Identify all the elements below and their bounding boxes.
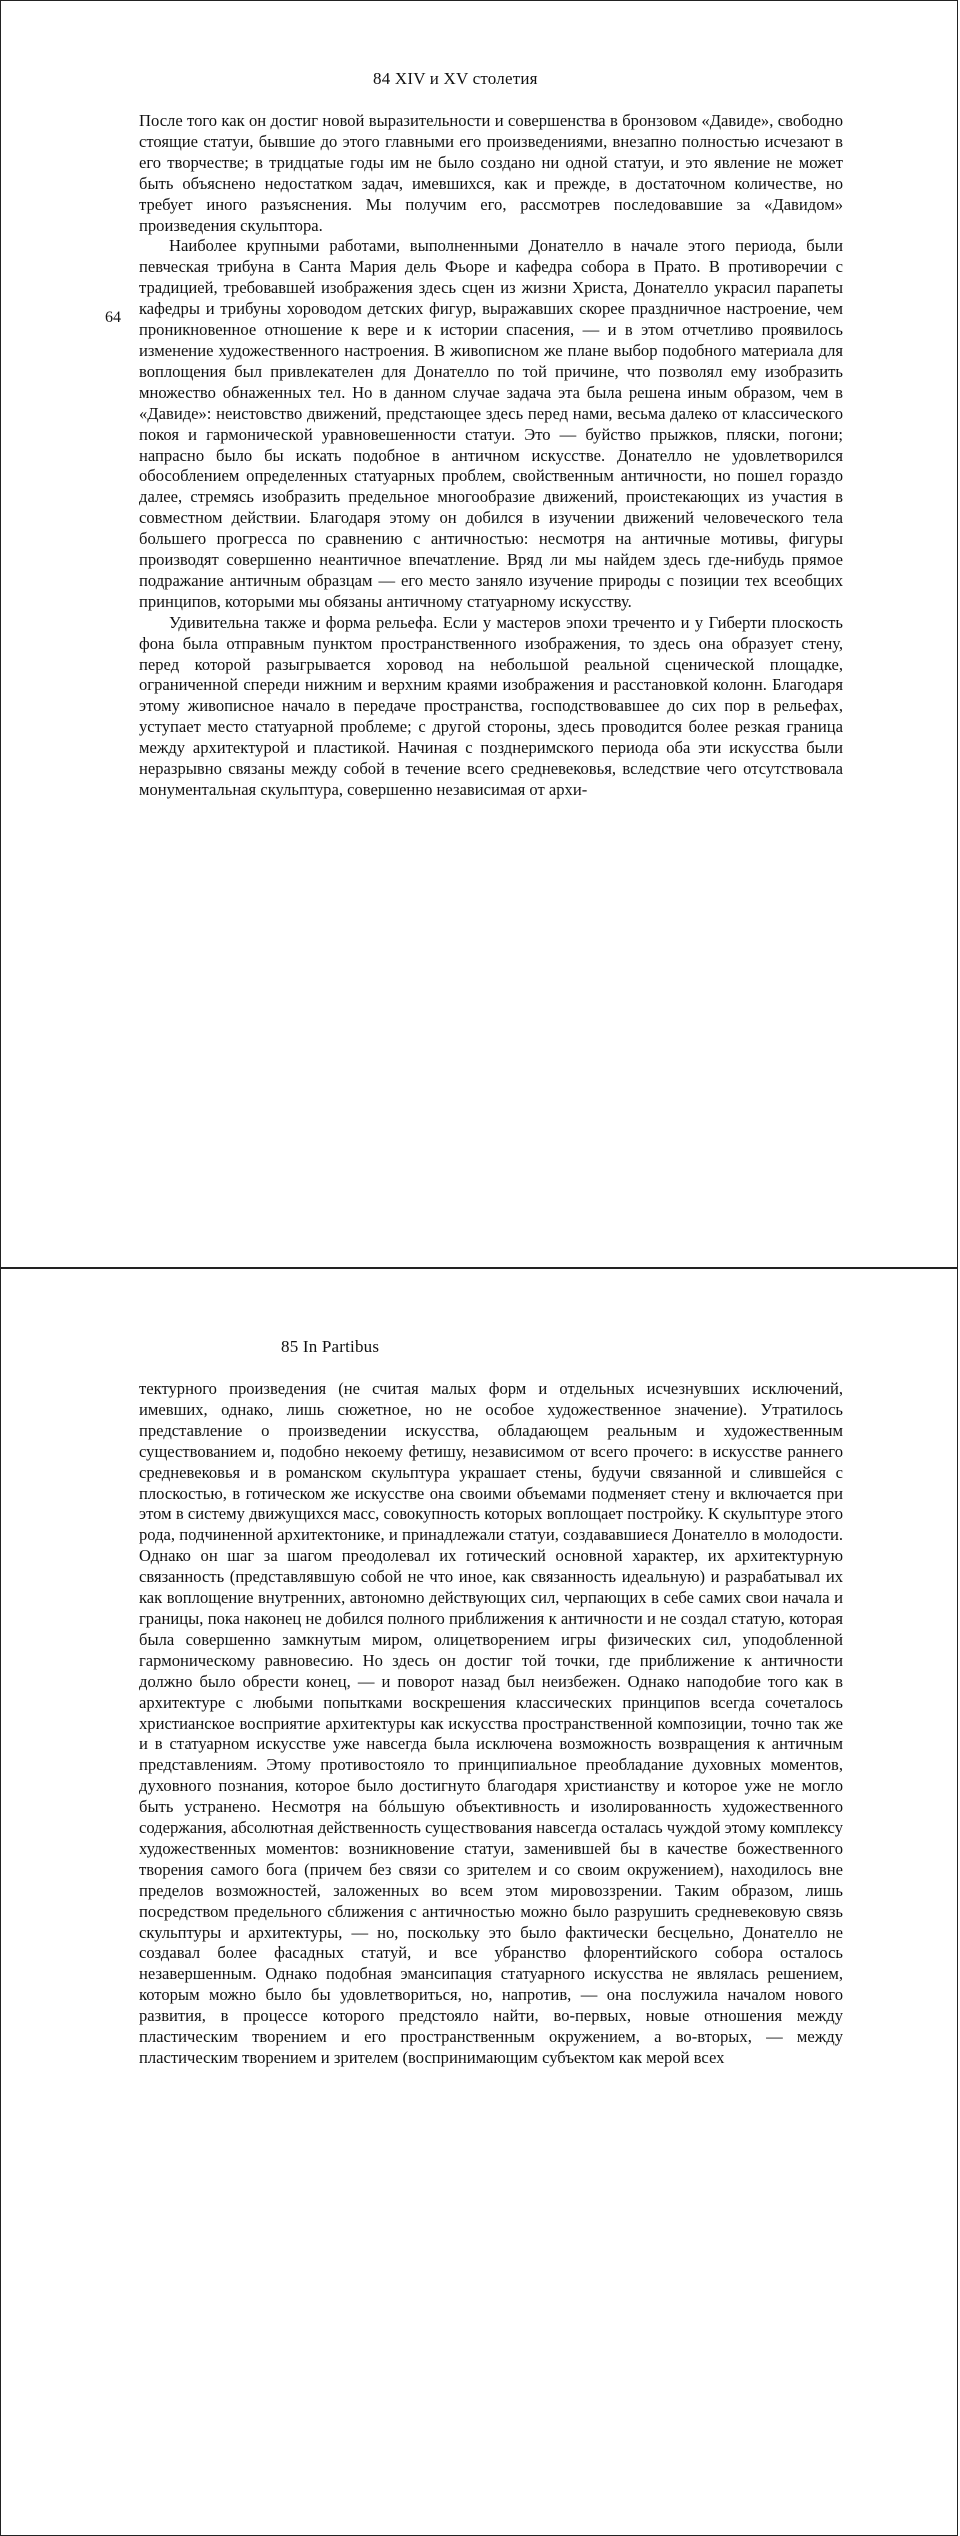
paragraph: Наиболее крупными работами, выполненными Донателло в начале этого периода, были певческая трибуна в Санта Мария дель Фьоре и кафедра собора в Прато. В противоречии с традицией, требовавшей изображения здесь сцен из жизни Христа, Донателло украсил парапеты кафедры и трибуны хороводом детских фигур, выражавших скорее праздничное настроение, чем проникновенное отношение к вере и к истории спасения, — и в этом отчетливо проявилось изменение художественного настроения. В живописном же плане выбор подобного материала для воплощения был привлекателен для Донателло по той причине, что позволял ему изобразить множество обнаженных тел. Но в данном случае задача эта была решена иным образом, чем в «Давиде»: неистовство движений, предстающее здесь перед нами, весьма далеко от классического покоя и гармонической уравновешенности статуи. Это — буйство прыжков, пляски, погони; напрасно было бы искать подобное в античном искусстве. Донателло не удовлетворился обособлением определенных статуарных проблем, свойственным античности, но пошел гораздо далее, стремясь изобразить предельное многообразие движений, проистекающих из участия в совместном действии. Благодаря этому он добился в изучении движений человеческого тела большего прогресса по сравнению с античностью: несмотря на античные мотивы, фигуры производят совершенно неантичное впечатление. Вряд ли мы найдем здесь где-нибудь прямое подражание античным образцам — его место заняло изучение природы с позиции тех всеобщих принципов, которыми мы обязаны античному статуарному искусству. [139,236,843,611]
running-head: 85 In Partibus [281,1337,380,1356]
paragraph: Удивительна также и форма рельефа. Если у мастеров эпохи треченто и у Гиберти плоскость фона была отправным пунктом пространственного изображения, то здесь она образует стену, перед которой разыгрывается хоровод на небольшой реальной сценической площадке, ограниченной спереди нижним и верхним краями изображения и расстановкой колонн. Благодаря этому живописное начало в передаче пространства, господствовавшее до сих пор в рельефах, уступает место статуарной проблеме; с другой стороны, здесь проводится более резкая граница между архитектурой и пластикой. Начиная с позднеримского периода оба эти искусства были неразрывно связаны между собой в течение всего средневековья, вследствие чего отсутствовала монументальная скульптура, совершенно независимая от архи- [139,612,843,799]
page-84 [0,0,958,1268]
margin-page-number: 64 [105,309,121,326]
paragraph: тектурного произведения (не считая малых форм и отдельных исчезнувших исключений, имевших, однако, лишь сюжетное, но не особое художественное значение). Утратилось представление о произведении искусства, обладающем реальным и художественным существованием и, подобно некоему фетишу, независимом от всего прочего: в искусстве раннего средневековья и в романском скульптура украшает стены, будучи связанной и слившейся с плоскостью, в готическом же искусстве она своими объемами подменяет стену и включается при этом в систему движущихся масс, совокупность которых воплощает постройку. К скульптуре этого рода, подчиненной архитектонике, и принадлежали статуи, создававшиеся Донателло в молодости. Однако он шаг за шагом преодолевал их готический основной характер, их архитектурную связанность (представлявшую собой не что иное, как связанность идеальную) и разрабатывал их как воплощение внутренних, автономно действующих сил, черпающих в себе самих свои начала и границы, пока наконец не добился полного приближения к античности и не создал статую, которая была совершенно замкнутым миром, олицетворением игры физических сил, уподобленной гармоническому равновесию. Но здесь он достиг той точки, где приближение к античности должно было обрести конец, — и поворот назад был неизбежен. Однако наподобие того как в архитектуре с любыми попытками воскрешения классических принципов всегда сочеталось христианское восприятие архитектуры как искусства пространственной композиции, точно так же и в статуарном искусстве уже навсегда была исключена возможность возвращения к античным представлениям. Этому противостояло то принципиальное преобладание духовных моментов, духовного познания, которое было достигнуто благодаря христианству и которое уже не могло быть устранено. Несмотря на бóльшую объективность и изолированность художественного содержания, абсолютная действенность существования навсегда осталась чуждой этому комплексу художественных моментов: возникновение статуи, заменившей бы в качестве божественного творения самого бога (причем без связи со зрителем и со своим окружением), находилось вне пределов возможностей, заложенных во всем этом мировоззрении. Таким образом, лишь посредством предельного сближения с античностью можно было разрушить средневековую связь скульптуры и архитектуры, — но, поскольку это было фактически бесцельно, Донателло не создавал более фасадных статуй, и все убранство флорентийского собора осталось незавершенным. Однако подобная эмансипация статуарного искусства не являлась решением, которым можно было бы удовлетвориться, но, напротив, — она послужила началом нового развития, в процессе которого предстояло найти, во-первых, новые отношения между пластическим творением и его пространственным окружением, а во-вторых, — между пластическим творением и зрителем (воспринимающим субъектом как мерой всех [139,1379,843,2067]
body-text [139,1379,843,2069]
body-text [139,111,843,801]
running-head: 84 XIV и XV столетия [373,69,538,88]
paragraph: После того как он достиг новой выразительности и совершенства в бронзовом «Давиде», свободно стоящие статуи, бывшие до этого главными его произведениями, внезапно полностью исчезают в его творчестве; в тридцатые годы им не было создано ни одной статуи, и это явление не может быть объяснено недостатком задач, имевшихся, как и прежде, в достаточном количестве, но требует иного разъяснения. Мы получим его, рассмотрев последовавшие за «Давидом» произведения скульптора. [139,111,843,235]
page-85 [0,1268,958,2536]
